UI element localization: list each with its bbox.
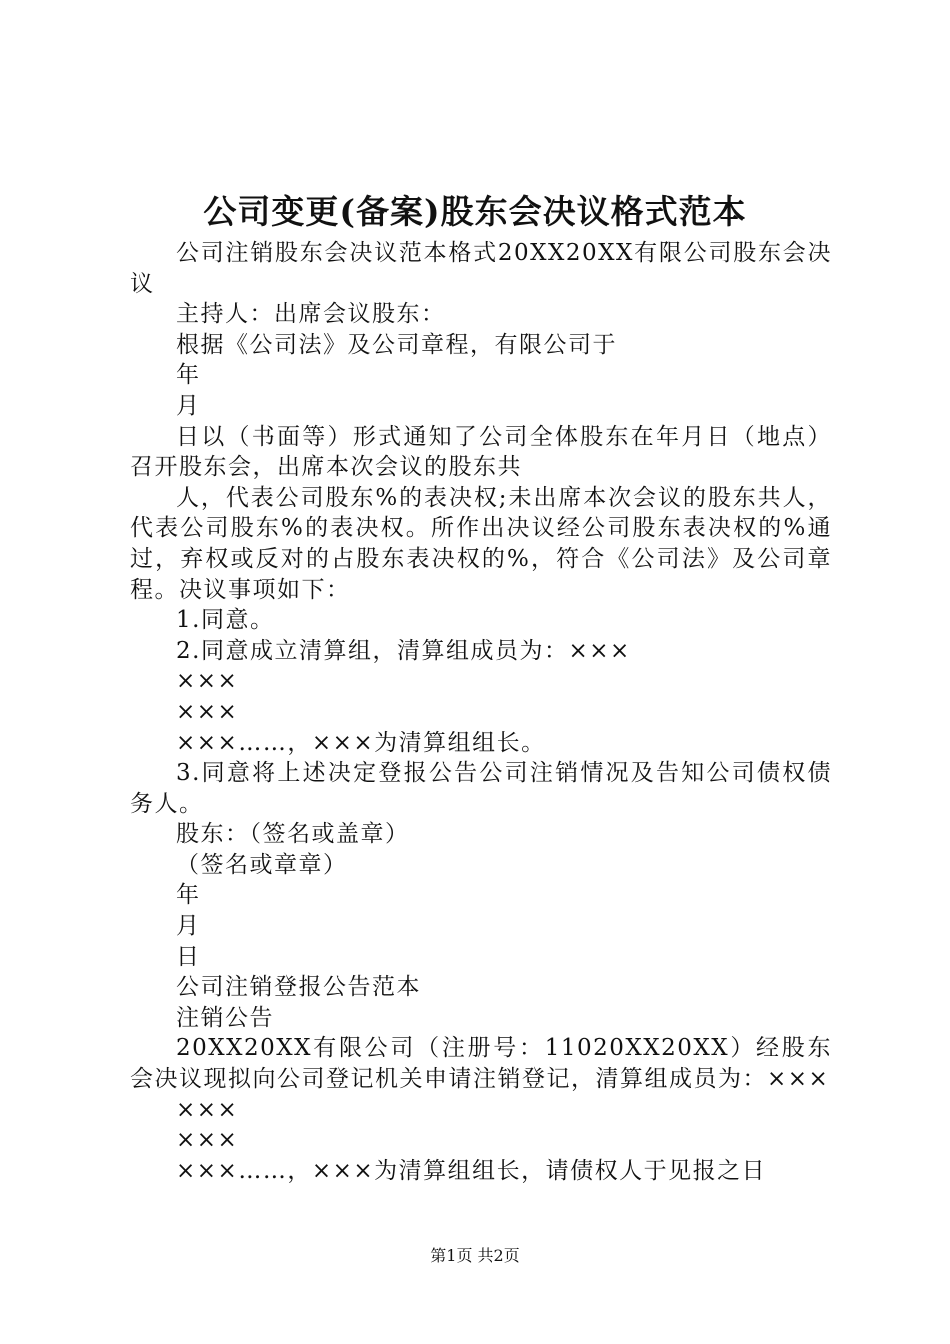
paragraph: 根据《公司法》及公司章程，有限公司于 [176,331,617,358]
paragraph: 公司注销登报公告范本 [176,974,421,1001]
document-title: 公司变更(备案)股东会决议格式范本 [203,192,747,231]
paragraph: 日 [176,943,201,970]
paragraph: 主持人：出席会议股东： [176,301,446,328]
paragraph: 月 [176,913,201,940]
paragraph: 2.同意成立清算组，清算组成员为：××× [176,637,631,664]
paragraph: ×××……，×××为清算组组长，请债权人于见报之日 [176,1157,767,1184]
paragraph: 年 [176,882,201,909]
paragraph: 注销公告 [176,1004,274,1031]
page-footer: 第1页 共2页 [430,1246,520,1265]
paragraph: ×××……，×××为清算组组长。 [176,729,546,756]
paragraph: 年 [176,362,201,389]
paragraph: 20XX20XX有限公司（注册号：11020XX20XX）经股东会决议现拟向公司登记机关申请注销登记，清算组成员为：××× [130,1035,832,1093]
paragraph: 股东：（签名或盖章） [176,821,410,848]
paragraph: 公司注销股东会决议范本格式20XX20XX有限公司股东会决议 [130,240,832,297]
paragraph: ××× [176,1096,239,1123]
paragraph: 1.同意。 [176,607,275,634]
paragraph: （签名或章章） [176,851,348,878]
paragraph: 月 [176,392,201,419]
document-body [130,238,832,1186]
paragraph: ××× [176,668,239,695]
paragraph: 日以（书面等）形式通知了公司全体股东在年月日（地点）召开股东会，出席本次会议的股东共 [130,423,832,481]
paragraph: ××× [176,698,239,725]
paragraph: 3.同意将上述决定登报公告公司注销情况及告知公司债权债务人。 [130,760,832,817]
paragraph: ××× [176,1127,239,1154]
paragraph: 人，代表公司股东%的表决权;未出席本次会议的股东共人，代表公司股东%的表决权。所作出决议经公司股东表决权的%通过，弃权或反对的占股东表决权的%，符合《公司法》及公司章程。决议事项如下： [130,484,832,603]
